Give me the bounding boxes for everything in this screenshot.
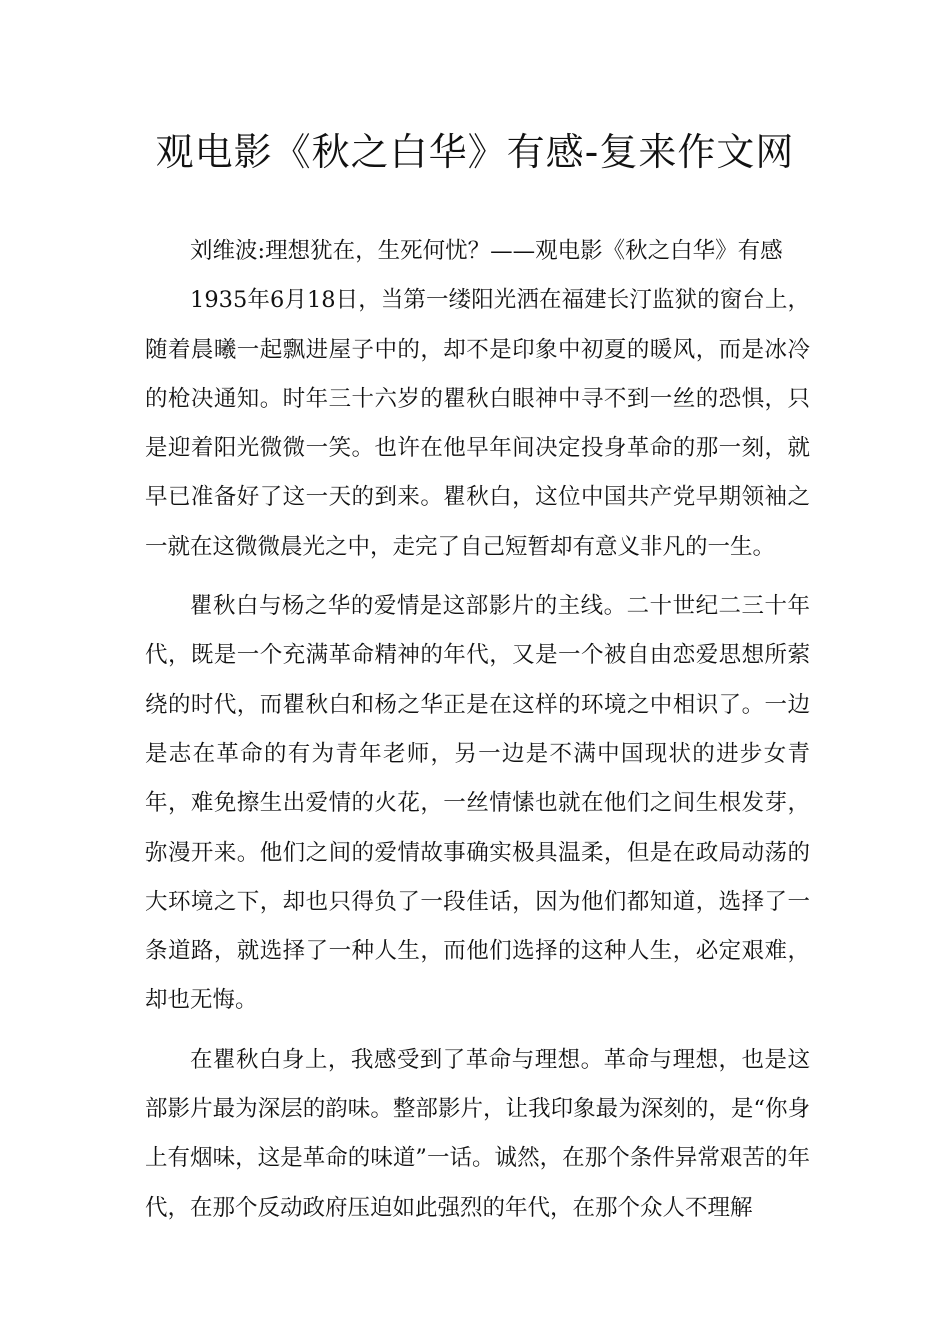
document-body xyxy=(145,227,810,1233)
paragraph-1: 1935年6月18日，当第一缕阳光洒在福建长汀监狱的窗台上，随着晨曦一起飘进屋子中的，却不是印象中初夏的暖风，而是冰冷的枪决通知。时年三十六岁的瞿秋白眼神中寻不到一丝的恐惧，只是迎着阳光微微一笑。也许在他早年间决定投身革命的那一刻，就早已准备好了这一天的到来。瞿秋白，这位中国共产党早期领袖之一就在这微微晨光之中，走完了自己短暂却有意义非凡的一生。 xyxy=(145,287,810,560)
paragraph-2: 瞿秋白与杨之华的爱情是这部影片的主线。二十世纪二三十年代，既是一个充满革命精神的年代，又是一个被自由恋爱思想所萦绕的时代，而瞿秋白和杨之华正是在这样的环境之中相识了。一边是志在革命的有为青年老师，另一边是不满中国现状的进步女青年，难免擦生出爱情的火花，一丝情愫也就在他们之间生根发芽，弥漫开来。他们之间的爱情故事确实极具温柔，但是在政局动荡的大环境之下，却也只得负了一段佳话，因为他们都知道，选择了一条道路，就选择了一种人生，而他们选择的这种人生，必定艰难，却也无悔。 xyxy=(145,593,810,1014)
document-title: 观电影《秋之白华》有感-复来作文网 xyxy=(155,130,795,174)
article-subtitle: 刘维波:理想犹在，生死何忧？——观电影《秋之白华》有感 xyxy=(190,238,783,264)
paragraph-3: 在瞿秋白身上，我感受到了革命与理想。革命与理想，也是这部影片最为深层的韵味。整部影片，让我印象最为深刻的，是“你身上有烟味，这是革命的味道”一话。诚然，在那个条件异常艰苦的年代，在那个反动政府压迫如此强烈的年代，在那个众人不理解 xyxy=(145,1046,810,1221)
